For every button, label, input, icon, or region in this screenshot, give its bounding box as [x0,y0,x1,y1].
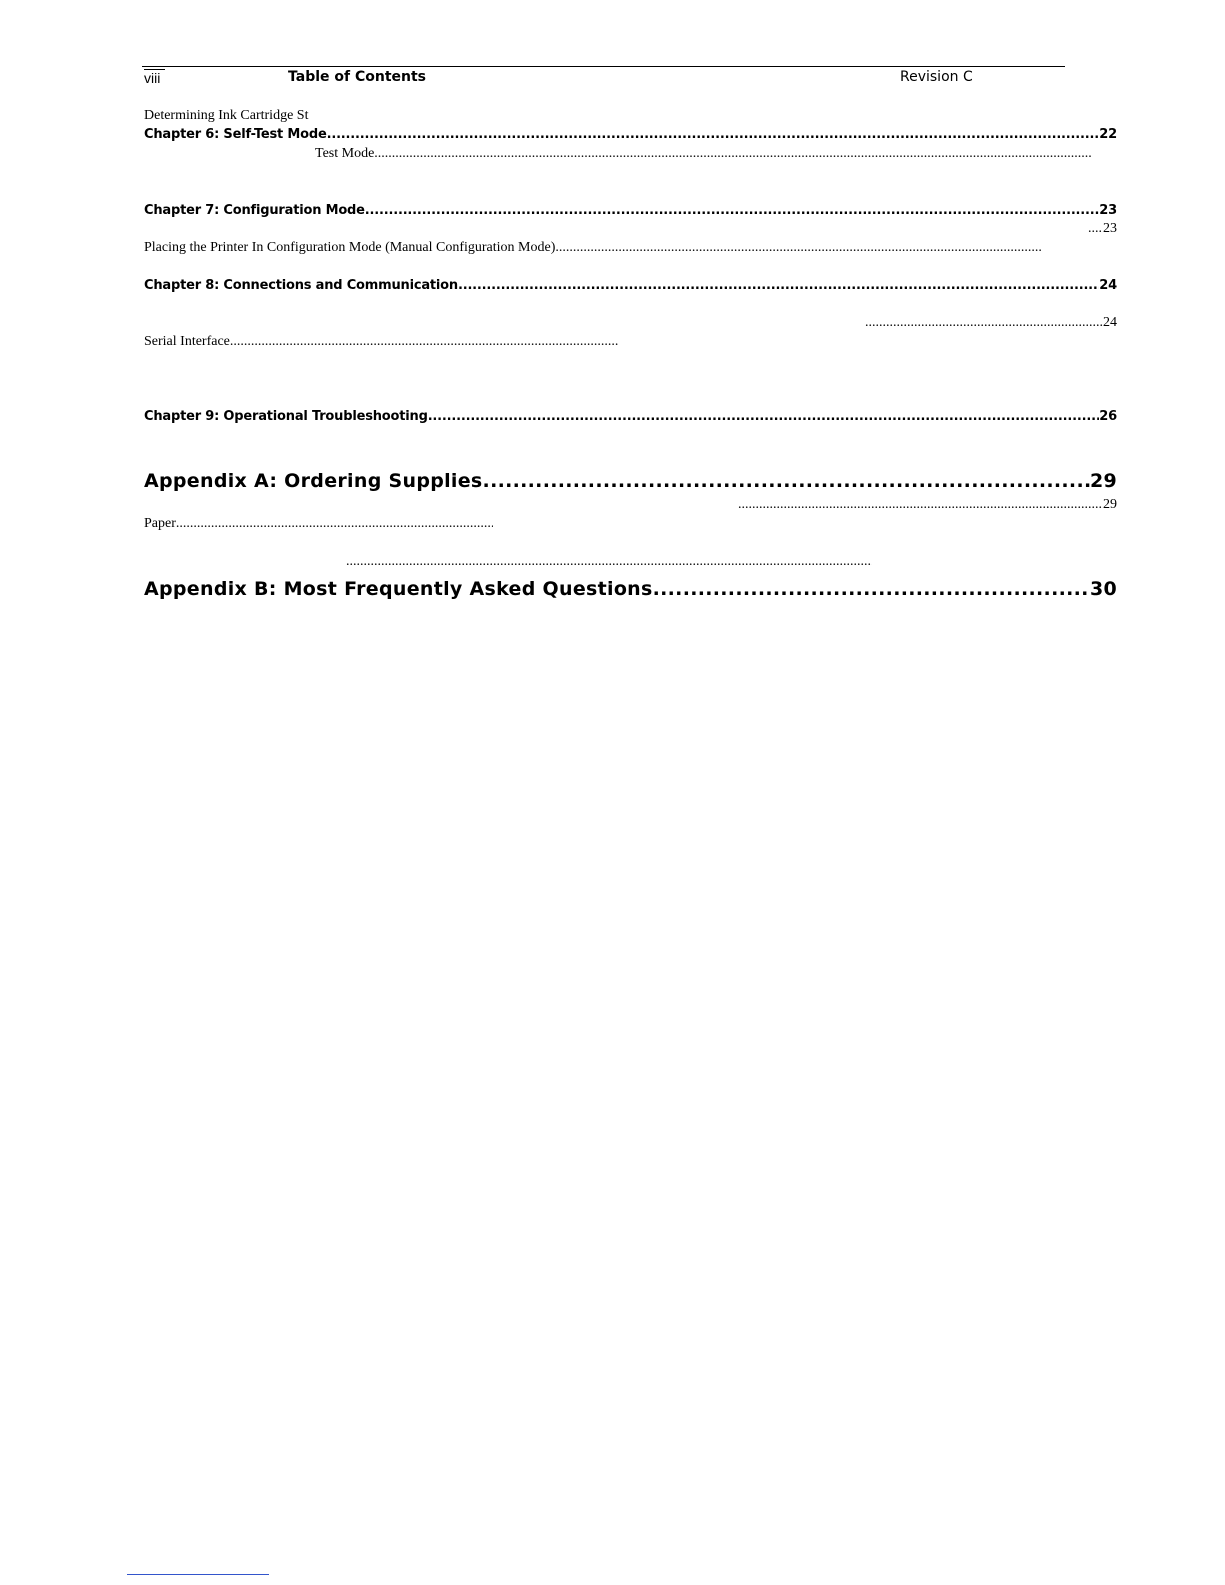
toc-entry-test-mode-label: Test Mode [315,146,375,161]
toc-chapter-9-label: Chapter 9: Operational Troubleshooting [144,409,428,424]
toc-leader-dots [428,409,1100,424]
toc-fragment-page-23-number: 23 [1103,221,1117,236]
toc-chapter-7[interactable] [144,203,1117,218]
toc-leader-dots [865,315,1103,331]
toc-entry-paper[interactable] [144,516,493,532]
toc-appendix-a[interactable] [144,470,1117,492]
toc-chapter-8[interactable] [144,278,1117,293]
toc-fragment-page-24-number: 24 [1103,315,1117,330]
toc-leader-dots [365,203,1100,218]
toc-chapter-9-page: 26 [1099,409,1117,424]
toc-chapter-9[interactable] [144,409,1117,424]
toc-chapter-6-page: 22 [1099,127,1117,142]
toc-leader-dots [346,554,872,570]
toc-fragment-page-24[interactable] [865,315,1117,331]
toc-leader-dots [738,497,1103,513]
toc-chapter-8-page: 24 [1099,278,1117,293]
toc-chapter-7-label: Chapter 7: Configuration Mode [144,203,365,218]
toc-appendix-a-label: Appendix A: Ordering Supplies [144,470,483,492]
toc-leader-dots [1088,221,1103,237]
toc-leader-dots [176,516,493,532]
toc-appendix-b-label: Appendix B: Most Frequently Asked Questions [144,578,653,600]
toc-entry-configuration-mode[interactable] [144,240,1041,256]
toc-entry-serial-interface[interactable] [144,334,619,350]
header-rule [142,66,1065,67]
toc-appendix-b[interactable] [144,578,1117,600]
footer-link-underline [127,1574,269,1575]
header-revision: Revision C [900,69,973,85]
toc-entry-ink-cartridge[interactable]: Determining Ink Cartridge St [144,108,309,123]
toc-leader-dots [230,334,619,350]
toc-chapter-6[interactable] [144,127,1117,142]
toc-entry-test-mode[interactable] [315,146,1092,162]
toc-fragment-page-29-number: 29 [1103,497,1117,512]
toc-appendix-b-page: 30 [1089,578,1117,600]
toc-fragment-page-23[interactable] [1088,221,1117,237]
toc-entry-configuration-mode-label: Placing the Printer In Configuration Mode (Manual Configuration Mode) [144,240,556,255]
toc-entry-serial-interface-label: Serial Interface [144,334,230,349]
toc-leader-dots [483,470,1090,492]
toc-chapter-8-label: Chapter 8: Connections and Communication [144,278,458,293]
toc-chapter-7-page: 23 [1099,203,1117,218]
toc-leader-dots [327,127,1100,142]
toc-leader-dots [555,240,1041,256]
toc-leader-dots [458,278,1099,293]
toc-fragment-page-29[interactable] [738,497,1117,513]
header-title: Table of Contents [288,69,427,85]
toc-leader-dots [653,578,1090,600]
toc-entry-paper-label: Paper [144,516,176,531]
toc-appendix-a-page: 29 [1089,470,1117,492]
page-number: viii [144,70,161,86]
toc-chapter-6-label: Chapter 6: Self-Test Mode [144,127,327,142]
toc-leader-dots [374,146,1092,162]
toc-fragment-leader [346,554,872,570]
